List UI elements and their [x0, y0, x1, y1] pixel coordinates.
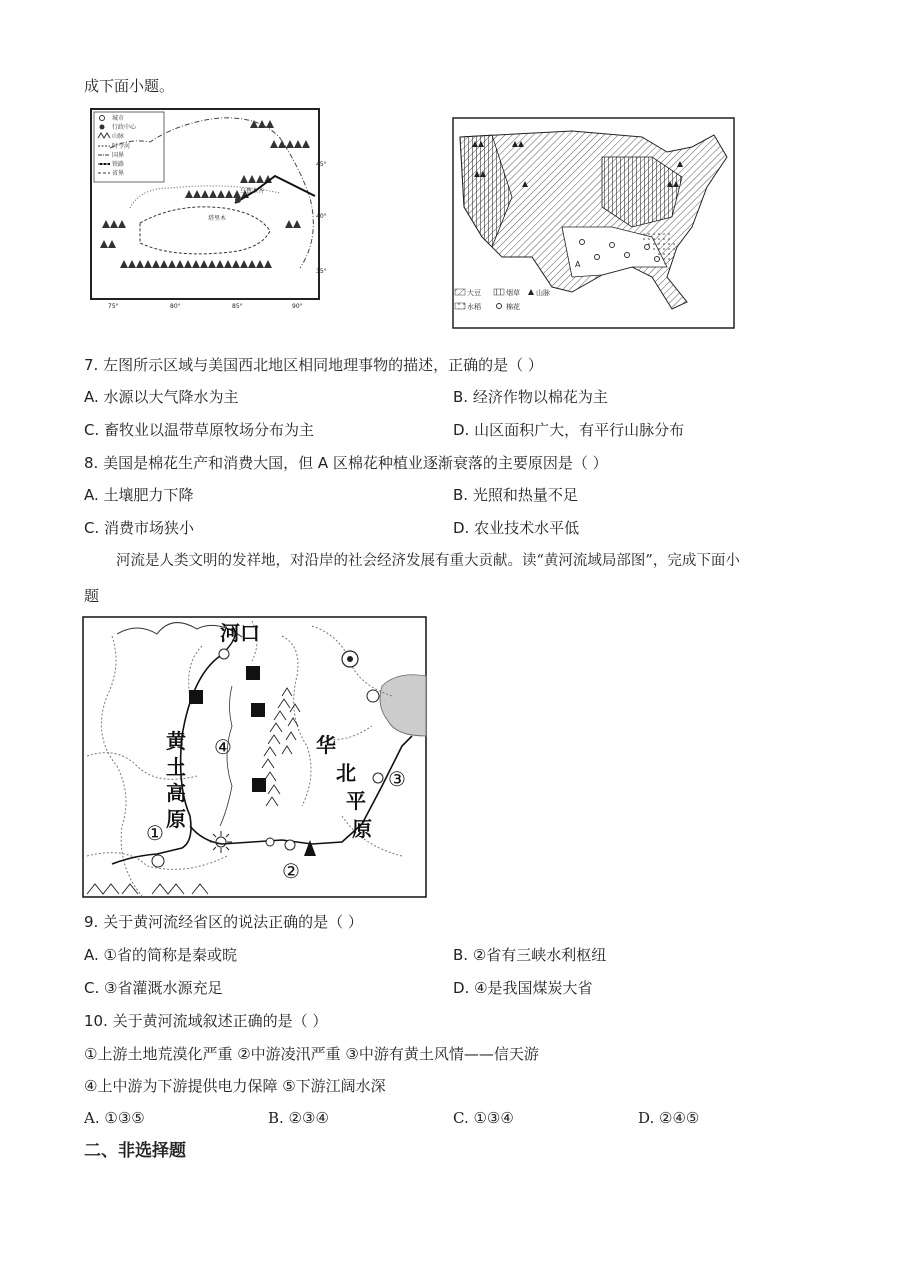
q10-option-c[interactable]: C. ①③④	[453, 1109, 514, 1127]
q10-statements-1: ①上游土地荒漠化严重 ②中游凌汛严重 ③中游有黄土风情——信天游	[84, 1045, 539, 1063]
q7-option-b[interactable]: B. 经济作物以棉花为主	[453, 388, 608, 406]
intro-text: 成下面小题。	[84, 77, 175, 95]
svg-text:A: A	[575, 260, 581, 269]
yellow-river-map	[82, 616, 428, 899]
legend-city: 城市	[112, 115, 125, 122]
loess-char-4: 原	[166, 809, 186, 831]
q8-stem: 8. 美国是棉花生产和消费大国，但 A 区棉花种植业逐渐衰落的主要原因是（ ）	[84, 454, 608, 472]
legend-mountain-us: 山脉	[536, 289, 550, 297]
lat-45: 45°	[316, 161, 327, 168]
legend-capital: 行政中心	[112, 124, 137, 131]
q10-option-b[interactable]: B. ②③④	[268, 1109, 329, 1127]
q8-option-d[interactable]: D. 农业技术水平低	[453, 519, 580, 537]
lat-40: 40°	[316, 213, 327, 220]
hekou-label: 河口	[220, 623, 260, 645]
q10-option-d[interactable]: D. ②④⑤	[638, 1109, 700, 1127]
legend-province-border: 省界	[112, 170, 125, 177]
q8-option-c[interactable]: C. 消费市场狭小	[84, 519, 195, 537]
q10-statements-2: ④上中游为下游提供电力保障 ⑤下游江阔水深	[84, 1077, 386, 1095]
q9-stem: 9. 关于黄河流经省区的说法正确的是（ ）	[84, 913, 363, 931]
legend-rice: 水稻	[467, 303, 481, 311]
tarim-label: 塔里木	[208, 215, 227, 222]
lon-85: 85°	[232, 303, 243, 310]
plain-char-3: 平	[346, 791, 366, 813]
q9-option-b[interactable]: B. ②省有三峡水利枢纽	[453, 946, 607, 964]
q7-stem: 7. 左图所示区域与美国西北地区相同地理事物的描述，正确的是（ ）	[84, 356, 543, 374]
plain-char-1: 华	[316, 735, 336, 757]
q7-option-c[interactable]: C. 畜牧业以温带草原牧场分布为主	[84, 421, 315, 439]
q7-option-d[interactable]: D. 山区面积广大，有平行山脉分布	[453, 421, 685, 439]
q8-option-a[interactable]: A. 土壤肥力下降	[84, 486, 194, 504]
lon-75: 75°	[108, 303, 119, 310]
legend-border: 国界	[112, 152, 125, 159]
legend-cotton: 棉花	[506, 303, 520, 311]
plain-char-4: 原	[352, 819, 372, 841]
q10-stem: 10. 关于黄河流域叙述正确的是（ ）	[84, 1012, 328, 1030]
plain-char-2: 北	[336, 763, 356, 785]
urumqi-label: 乌鲁木齐	[240, 188, 265, 195]
q8-option-b[interactable]: B. 光照和热量不足	[453, 486, 578, 504]
passage-line-2: 题	[84, 587, 100, 605]
loess-char-2: 土	[166, 757, 186, 779]
xinjiang-map	[90, 108, 330, 333]
q9-option-c[interactable]: C. ③省灌溉水源充足	[84, 979, 223, 997]
legend-mountain: 山脉	[112, 133, 125, 140]
lon-80: 80°	[170, 303, 181, 310]
label-circle-3: ③	[388, 769, 406, 791]
lon-90: 90°	[292, 303, 303, 310]
section-heading: 二、非选择题	[84, 1141, 186, 1161]
loess-char-1: 黄	[166, 731, 186, 753]
label-circle-4: ④	[214, 737, 232, 759]
legend-soybean: 大豆	[467, 289, 481, 297]
passage-line-1: 河流是人类文明的发祥地，对沿岸的社会经济发展有重大贡献。读“黄河流域局部图”，完成下面小	[116, 553, 740, 569]
loess-char-3: 高	[166, 783, 186, 805]
q7-option-a[interactable]: A. 水源以大气降水为主	[84, 388, 239, 406]
q10-option-a[interactable]: A. ①③⑤	[84, 1109, 145, 1127]
q9-option-a[interactable]: A. ①省的简称是秦或晥	[84, 946, 237, 964]
legend-tobacco: 烟草	[506, 289, 520, 297]
legend-seasonal-river: 时令河	[112, 143, 131, 150]
legend-railway: 铁路	[112, 161, 125, 168]
label-circle-1: ①	[146, 823, 164, 845]
usa-agriculture-map	[452, 117, 735, 329]
q9-option-d[interactable]: D. ④是我国煤炭大省	[453, 979, 593, 997]
label-circle-2: ②	[282, 861, 300, 883]
lat-35: 35°	[316, 268, 327, 275]
